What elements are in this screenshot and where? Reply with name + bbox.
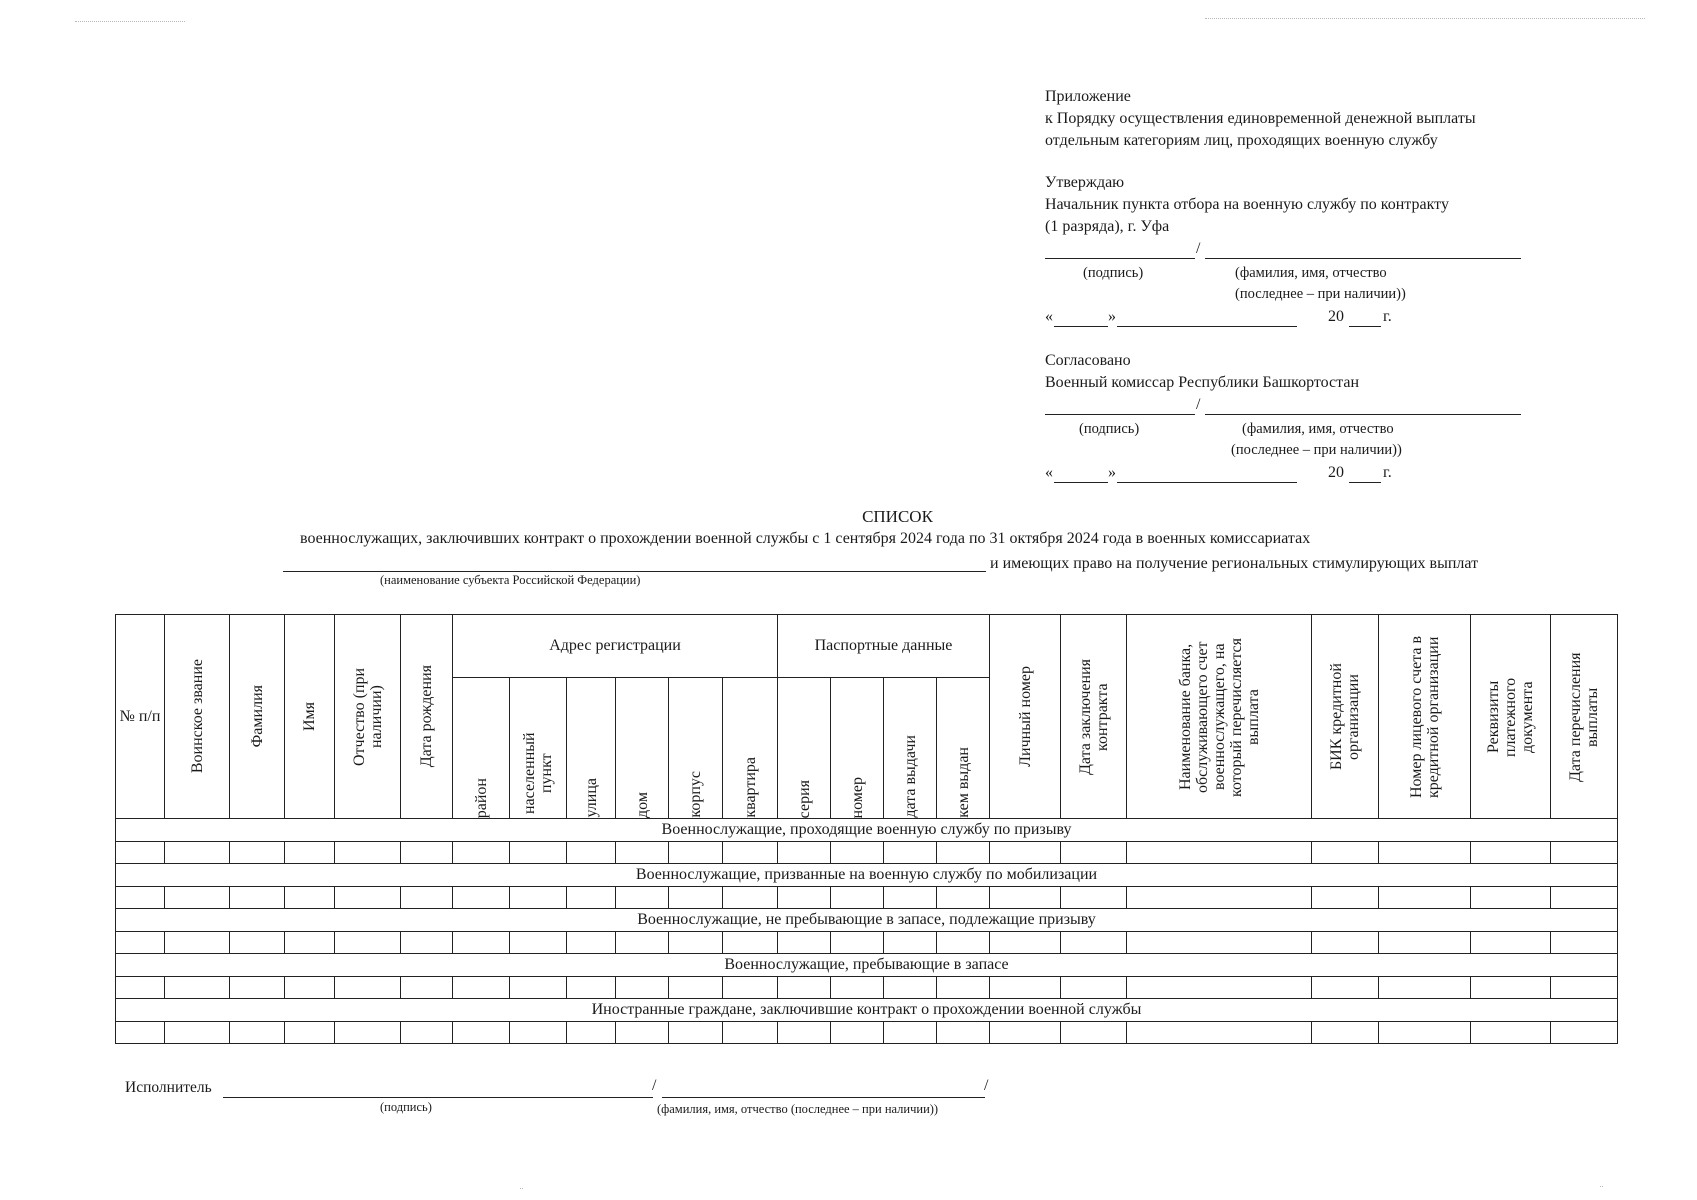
header-building-label: корпус — [687, 771, 704, 818]
header-district-label: район — [472, 777, 490, 818]
header-num — [116, 615, 165, 819]
table-row — [116, 842, 1618, 864]
section-row — [116, 819, 1618, 842]
table-row — [116, 977, 1618, 999]
section-foreigners: Иностранные граждане, заключившие контракт о прохождении военной службы — [116, 999, 1618, 1022]
header-passport-group — [778, 615, 990, 678]
annex-line: отдельным категориям лиц, проходящих военную службу — [1045, 132, 1438, 149]
year-line[interactable] — [1349, 482, 1381, 483]
caption-fio: (фамилия, имя, отчество — [1242, 421, 1394, 437]
executor-label: Исполнитель — [125, 1079, 212, 1096]
section-row — [116, 954, 1618, 977]
executor-slash: / — [652, 1077, 657, 1094]
section-not-reserve: Военнослужащие, не пребывающие в запасе, подлежащие призыву — [116, 909, 1618, 932]
agree-title: Согласовано — [1045, 352, 1131, 369]
table-row — [116, 887, 1618, 909]
annex-line: к Порядку осуществления единовременной денежной выплаты — [1045, 110, 1476, 127]
signature-line[interactable] — [1045, 414, 1195, 415]
approve-signature-row — [1045, 238, 1605, 260]
year-prefix: 20 — [1328, 464, 1344, 481]
header-payment-doc — [1471, 615, 1551, 819]
header-surname — [230, 615, 285, 819]
table-header-row — [116, 615, 1618, 678]
annex-line: Приложение — [1045, 88, 1131, 105]
header-issue-date-label: дата выдачи — [901, 735, 919, 818]
header-patronymic — [335, 615, 401, 819]
fio-line[interactable] — [1205, 258, 1521, 259]
header-payment-doc-label: Реквизиты платежного документа — [1485, 676, 1536, 757]
header-building — [669, 678, 723, 819]
header-street-label: улица — [582, 778, 600, 818]
table-row — [116, 1022, 1618, 1044]
header-name-label: Имя — [301, 701, 318, 732]
year-line[interactable] — [1349, 326, 1381, 327]
servicemen-table — [115, 614, 1618, 1044]
year-suffix: г. — [1383, 308, 1392, 325]
approve-title: Утверждаю — [1045, 174, 1125, 191]
agree-line: Военный комиссар Республики Башкортостан — [1045, 374, 1360, 391]
header-street — [567, 678, 616, 819]
section-reserve: Военнослужащие, пребывающие в запасе — [116, 954, 1618, 977]
executor-signature-line[interactable] — [223, 1097, 653, 1098]
header-contract-date-label: Дата заключения контракта — [1076, 658, 1111, 775]
header-issue-date — [884, 678, 937, 819]
header-bank-label: Наименование банка, обслуживающего счет военнослужащего, на который перечисляется выплата — [1176, 637, 1262, 797]
date-open-quote: « — [1045, 308, 1053, 325]
caption-fio: (фамилия, имя, отчество — [1235, 265, 1387, 281]
header-address-group — [453, 615, 778, 678]
fio-line[interactable] — [1205, 414, 1521, 415]
approve-line: (1 разряда), г. Уфа — [1045, 218, 1170, 235]
header-bank — [1127, 615, 1312, 819]
approve-captions — [1045, 260, 1605, 306]
approval-block — [1045, 86, 1605, 484]
header-apartment — [723, 678, 778, 819]
executor-caption-sign: (подпись) — [380, 1100, 432, 1114]
agree-captions — [1045, 416, 1605, 462]
header-contract-date — [1061, 615, 1127, 819]
header-address-label: Адрес регистрации — [549, 637, 681, 654]
section-row — [116, 909, 1618, 932]
header-account — [1379, 615, 1471, 819]
section-conscripts: Военнослужащие, проходящие военную службу по призыву — [116, 819, 1618, 842]
header-birth-date-label: Дата рождения — [418, 665, 435, 768]
table-row — [116, 932, 1618, 954]
header-bik — [1312, 615, 1379, 819]
agree-date-row — [1045, 462, 1605, 484]
header-issued-by — [937, 678, 990, 819]
executor-caption-fio: (фамилия, имя, отчество (последнее – при наличии)) — [657, 1102, 939, 1116]
month-line[interactable] — [1117, 326, 1297, 327]
caption-sign: (подпись) — [1083, 265, 1144, 281]
document-subtitle-continuation: и имеющих право на получение региональных стимулирующих выплат — [990, 555, 1479, 572]
scan-noise-bottom — [1600, 1186, 1603, 1187]
signature-line[interactable] — [1045, 258, 1195, 259]
signature-slash: / — [1196, 396, 1201, 413]
agree-signature-row — [1045, 394, 1605, 416]
day-line[interactable] — [1054, 326, 1108, 327]
header-rank-label: Воинское звание — [188, 659, 206, 774]
approve-date-row — [1045, 306, 1605, 328]
header-series-label: серия — [795, 779, 813, 818]
caption-sign: (подпись) — [1079, 421, 1140, 437]
day-line[interactable] — [1054, 482, 1108, 483]
header-number — [831, 678, 884, 819]
month-line[interactable] — [1117, 482, 1297, 483]
header-surname-label: Фамилия — [248, 685, 266, 748]
header-birth-date — [401, 615, 453, 819]
header-personal-number — [990, 615, 1061, 819]
header-rank — [165, 615, 230, 819]
subject-name-line[interactable] — [283, 571, 986, 572]
date-close-quote: » — [1108, 464, 1116, 481]
section-mobilized: Военнослужащие, призванные на военную службу по мобилизации — [116, 864, 1618, 887]
header-house — [616, 678, 669, 819]
executor-slash: / — [984, 1077, 989, 1094]
header-passport-label: Паспортные данные — [814, 637, 953, 654]
signature-slash: / — [1196, 240, 1201, 257]
scan-noise-top-right — [1205, 18, 1645, 19]
header-settlement — [510, 678, 567, 819]
header-issued-by-label: кем выдан — [954, 747, 972, 818]
header-series — [778, 678, 831, 819]
document-subtitle: военнослужащих, заключивших контракт о прохождении военной службы с 1 сентября 2024 года по 31 октября 2024 года в военных комиссариатах — [300, 530, 1311, 547]
section-row — [116, 999, 1618, 1022]
header-number-label: номер — [848, 776, 866, 818]
header-district — [453, 678, 510, 819]
header-house-label: дом — [633, 792, 651, 818]
year-suffix: г. — [1383, 464, 1392, 481]
date-close-quote: » — [1108, 308, 1116, 325]
document-title: СПИСОК — [862, 507, 933, 526]
header-transfer-date-label: Дата перечисления выплаты — [1567, 651, 1601, 782]
header-settlement-label: населенный пункт — [521, 732, 555, 814]
year-prefix: 20 — [1328, 308, 1344, 325]
approve-line: Начальник пункта отбора на военную службу по контракту — [1045, 196, 1449, 213]
header-patronymic-label: Отчество (при наличии) — [350, 667, 385, 766]
header-name — [285, 615, 335, 819]
executor-fio-line[interactable] — [662, 1097, 985, 1098]
header-transfer-date — [1551, 615, 1618, 819]
header-num-label: № п/п — [119, 707, 161, 725]
caption-fio-note: (последнее – при наличии)) — [1231, 442, 1402, 458]
header-account-label: Номер лицевого счета в кредитной организации — [1407, 635, 1442, 798]
section-row — [116, 864, 1618, 887]
header-apartment-label: квартира — [741, 757, 759, 818]
subject-caption: (наименование субъекта Российской Федерации) — [380, 573, 641, 587]
date-open-quote: « — [1045, 464, 1053, 481]
header-bik-label: БИК кредитной организации — [1328, 663, 1362, 770]
scan-noise-top-left — [75, 21, 185, 22]
header-personal-number-label: Личный номер — [1016, 666, 1034, 767]
scan-noise-bottom — [520, 1188, 523, 1189]
caption-fio-note: (последнее – при наличии)) — [1235, 286, 1406, 302]
